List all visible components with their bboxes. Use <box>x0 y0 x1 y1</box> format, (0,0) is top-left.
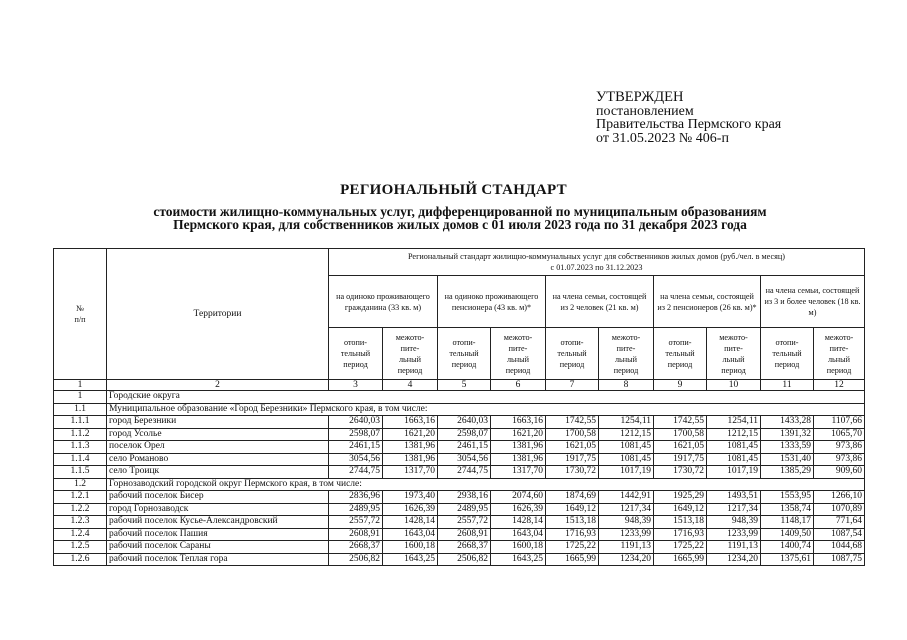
value-cell: 1917,75 <box>654 453 707 466</box>
table-row <box>54 416 865 429</box>
header-period-heating: отопи- тельный период <box>761 328 814 380</box>
value-cell: 1333,59 <box>761 441 814 454</box>
territory-name: село Романово <box>107 453 329 466</box>
column-number: 5 <box>438 380 491 391</box>
value-cell: 1513,18 <box>546 516 599 529</box>
section-row <box>54 391 865 404</box>
approval-line-3: Правительства Пермского края <box>596 117 782 132</box>
territory-name: поселок Орел <box>107 441 329 454</box>
territory-name: рабочий поселок Пашия <box>107 528 329 541</box>
value-cell: 948,39 <box>707 516 761 529</box>
value-cell: 1081,45 <box>707 453 761 466</box>
row-number: 1.2 <box>54 478 107 491</box>
value-cell: 1381,96 <box>383 453 438 466</box>
table-row <box>54 541 865 554</box>
territory-name: рабочий поселок Теплая гора <box>107 553 329 566</box>
column-number: 9 <box>654 380 707 391</box>
value-cell: 1730,72 <box>546 466 599 479</box>
row-number: 1.1.4 <box>54 453 107 466</box>
value-cell: 1381,96 <box>383 441 438 454</box>
value-cell: 2506,82 <box>329 553 383 566</box>
value-cell: 1917,75 <box>546 453 599 466</box>
standards-table <box>53 248 865 566</box>
column-number: 4 <box>383 380 438 391</box>
value-cell: 1663,16 <box>383 416 438 429</box>
value-cell: 1513,18 <box>654 516 707 529</box>
approval-stamp <box>596 91 781 145</box>
header-period-interheating: межото- пите- льный период <box>814 328 865 380</box>
value-cell: 1381,96 <box>491 453 546 466</box>
territory-name: город Усолье <box>107 428 329 441</box>
header-category-3: на члена семьи, состоящей из 2 человек (21 кв. м) <box>546 276 654 328</box>
territory-name: рабочий поселок Бисер <box>107 491 329 504</box>
header-period-heating: отопи- тельный период <box>438 328 491 380</box>
value-cell: 1070,89 <box>814 503 865 516</box>
value-cell: 1874,69 <box>546 491 599 504</box>
value-cell: 771,64 <box>814 516 865 529</box>
value-cell: 1385,29 <box>761 466 814 479</box>
header-period-interheating: межото- пите- льный период <box>599 328 654 380</box>
header-territory: Территории <box>107 249 329 380</box>
row-number: 1.1.3 <box>54 441 107 454</box>
value-cell: 1358,74 <box>761 503 814 516</box>
value-cell: 1409,50 <box>761 528 814 541</box>
territory-name: город Березники <box>107 416 329 429</box>
value-cell: 2744,75 <box>329 466 383 479</box>
value-cell: 2608,91 <box>438 528 491 541</box>
value-cell: 1716,93 <box>546 528 599 541</box>
table-row <box>54 428 865 441</box>
value-cell: 1700,58 <box>654 428 707 441</box>
value-cell: 1665,99 <box>546 553 599 566</box>
value-cell: 2557,72 <box>329 516 383 529</box>
value-cell: 909,60 <box>814 466 865 479</box>
value-cell: 2640,03 <box>329 416 383 429</box>
row-number: 1.2.2 <box>54 503 107 516</box>
column-number: 12 <box>814 380 865 391</box>
subtitle-line-1: стоимости жилищно-коммунальных услуг, дифференцированной по муниципальным образованиям <box>153 204 767 219</box>
value-cell: 1621,05 <box>654 441 707 454</box>
value-cell: 2608,91 <box>329 528 383 541</box>
section-row <box>54 403 865 416</box>
column-number: 6 <box>491 380 546 391</box>
header-category-5: на члена семьи, состоящей из 3 и более человек (18 кв. м) <box>761 276 865 328</box>
row-number: 1.1.2 <box>54 428 107 441</box>
header-group-line-1: Региональный стандарт жилищно-коммунальных услуг для собственников жилых домов (руб./чел. в месяц) <box>407 252 786 261</box>
value-cell: 1233,99 <box>707 528 761 541</box>
value-cell: 3054,56 <box>438 453 491 466</box>
value-cell: 1531,40 <box>761 453 814 466</box>
value-cell: 1254,11 <box>599 416 654 429</box>
row-number: 1.2.1 <box>54 491 107 504</box>
value-cell: 1716,93 <box>654 528 707 541</box>
header-group <box>329 249 865 276</box>
value-cell: 1087,54 <box>814 528 865 541</box>
value-cell: 1081,45 <box>599 441 654 454</box>
value-cell: 2640,03 <box>438 416 491 429</box>
territory-name: рабочий поселок Сараны <box>107 541 329 554</box>
value-cell: 2668,37 <box>438 541 491 554</box>
header-number: № п/п <box>54 249 107 380</box>
subtitle-line-2: Пермского края, для собственников жилых домов с 01 июля 2023 года по 31 декабря 2023 года <box>173 217 747 232</box>
territory-name: рабочий поселок Кусье-Александровский <box>107 516 329 529</box>
section-row <box>54 478 865 491</box>
value-cell: 1700,58 <box>546 428 599 441</box>
value-cell: 1400,74 <box>761 541 814 554</box>
table-row <box>54 553 865 566</box>
header-category-1: на одиноко проживающего гражданина (33 кв. м) <box>329 276 438 328</box>
row-number: 1.2.5 <box>54 541 107 554</box>
territory-name: город Горнозаводск <box>107 503 329 516</box>
column-number: 7 <box>546 380 599 391</box>
document-title: РЕГИОНАЛЬНЫЙ СТАНДАРТ <box>340 182 567 198</box>
row-number: 1.1.1 <box>54 416 107 429</box>
section-title: Городские округа <box>107 391 865 404</box>
table-row <box>54 453 865 466</box>
approval-line-2: постановлением <box>596 103 694 119</box>
value-cell: 1212,15 <box>599 428 654 441</box>
value-cell: 1621,20 <box>491 428 546 441</box>
column-number: 1 <box>54 380 107 391</box>
value-cell: 1725,22 <box>654 541 707 554</box>
column-number: 8 <box>599 380 654 391</box>
value-cell: 1553,95 <box>761 491 814 504</box>
column-number: 3 <box>329 380 383 391</box>
value-cell: 2836,96 <box>329 491 383 504</box>
table-row <box>54 516 865 529</box>
value-cell: 1065,70 <box>814 428 865 441</box>
value-cell: 1626,39 <box>491 503 546 516</box>
value-cell: 973,86 <box>814 453 865 466</box>
value-cell: 1317,70 <box>491 466 546 479</box>
value-cell: 1649,12 <box>654 503 707 516</box>
value-cell: 1391,32 <box>761 428 814 441</box>
value-cell: 1742,55 <box>654 416 707 429</box>
value-cell: 973,86 <box>814 441 865 454</box>
value-cell: 2598,07 <box>438 428 491 441</box>
value-cell: 1107,66 <box>814 416 865 429</box>
header-category-2: на одиноко проживающего пенсионера (43 кв. м)* <box>438 276 546 328</box>
approval-line-4: от 31.05.2023 № 406-п <box>596 130 729 146</box>
value-cell: 1191,13 <box>599 541 654 554</box>
value-cell: 1626,39 <box>383 503 438 516</box>
column-number: 2 <box>107 380 329 391</box>
header-group-line-2: с 01.07.2023 по 31.12.2023 <box>550 263 643 272</box>
column-number: 11 <box>761 380 814 391</box>
value-cell: 1643,25 <box>383 553 438 566</box>
approval-line-1: УТВЕРЖДЕН <box>596 89 684 105</box>
value-cell: 1375,61 <box>761 553 814 566</box>
value-cell: 2938,16 <box>438 491 491 504</box>
header-period-interheating: межото- пите- льный период <box>707 328 761 380</box>
value-cell: 1725,22 <box>546 541 599 554</box>
column-number: 10 <box>707 380 761 391</box>
document-subtitle <box>60 205 860 231</box>
value-cell: 1266,10 <box>814 491 865 504</box>
value-cell: 1191,13 <box>707 541 761 554</box>
table-row <box>54 466 865 479</box>
table-row <box>54 528 865 541</box>
value-cell: 1600,18 <box>383 541 438 554</box>
value-cell: 2744,75 <box>438 466 491 479</box>
header-period-heating: отопи- тельный период <box>546 328 599 380</box>
value-cell: 2074,60 <box>491 491 546 504</box>
row-number: 1.2.6 <box>54 553 107 566</box>
value-cell: 2557,72 <box>438 516 491 529</box>
value-cell: 2506,82 <box>438 553 491 566</box>
header-period-interheating: межото- пите- льный период <box>383 328 438 380</box>
value-cell: 3054,56 <box>329 453 383 466</box>
header-category-4: на члена семьи, состоящей из 2 пенсионеров (26 кв. м)* <box>654 276 761 328</box>
value-cell: 1148,17 <box>761 516 814 529</box>
value-cell: 948,39 <box>599 516 654 529</box>
value-cell: 1234,20 <box>707 553 761 566</box>
value-cell: 1317,70 <box>383 466 438 479</box>
territory-name: село Троицк <box>107 466 329 479</box>
value-cell: 2598,07 <box>329 428 383 441</box>
value-cell: 1081,45 <box>599 453 654 466</box>
value-cell: 1212,15 <box>707 428 761 441</box>
value-cell: 1649,12 <box>546 503 599 516</box>
section-title: Муниципальное образование «Город Березники» Пермского края, в том числе: <box>107 403 865 416</box>
value-cell: 1087,75 <box>814 553 865 566</box>
value-cell: 2668,37 <box>329 541 383 554</box>
value-cell: 1493,51 <box>707 491 761 504</box>
row-number: 1.1.5 <box>54 466 107 479</box>
value-cell: 1433,28 <box>761 416 814 429</box>
value-cell: 1665,99 <box>654 553 707 566</box>
value-cell: 2461,15 <box>329 441 383 454</box>
value-cell: 1254,11 <box>707 416 761 429</box>
value-cell: 1643,25 <box>491 553 546 566</box>
value-cell: 1428,14 <box>491 516 546 529</box>
row-number: 1.1 <box>54 403 107 416</box>
value-cell: 1600,18 <box>491 541 546 554</box>
header-period-heating: отопи- тельный период <box>654 328 707 380</box>
value-cell: 2461,15 <box>438 441 491 454</box>
value-cell: 1234,20 <box>599 553 654 566</box>
value-cell: 1442,91 <box>599 491 654 504</box>
value-cell: 1621,20 <box>383 428 438 441</box>
value-cell: 1381,96 <box>491 441 546 454</box>
value-cell: 1428,14 <box>383 516 438 529</box>
value-cell: 1742,55 <box>546 416 599 429</box>
value-cell: 1044,68 <box>814 541 865 554</box>
row-number: 1.2.3 <box>54 516 107 529</box>
value-cell: 1621,05 <box>546 441 599 454</box>
value-cell: 1233,99 <box>599 528 654 541</box>
header-period-heating: отопи- тельный период <box>329 328 383 380</box>
column-number-row <box>54 380 865 391</box>
section-title: Горнозаводский городской округ Пермского края, в том числе: <box>107 478 865 491</box>
value-cell: 1017,19 <box>599 466 654 479</box>
row-number: 1.2.4 <box>54 528 107 541</box>
table-row <box>54 491 865 504</box>
value-cell: 1017,19 <box>707 466 761 479</box>
value-cell: 1973,40 <box>383 491 438 504</box>
value-cell: 1663,16 <box>491 416 546 429</box>
value-cell: 1217,34 <box>707 503 761 516</box>
table-row <box>54 503 865 516</box>
value-cell: 1081,45 <box>707 441 761 454</box>
value-cell: 1643,04 <box>383 528 438 541</box>
row-number: 1 <box>54 391 107 404</box>
value-cell: 2489,95 <box>438 503 491 516</box>
header-period-interheating: межото- пите- льный период <box>491 328 546 380</box>
value-cell: 2489,95 <box>329 503 383 516</box>
value-cell: 1643,04 <box>491 528 546 541</box>
table-row <box>54 441 865 454</box>
value-cell: 1730,72 <box>654 466 707 479</box>
value-cell: 1925,29 <box>654 491 707 504</box>
value-cell: 1217,34 <box>599 503 654 516</box>
